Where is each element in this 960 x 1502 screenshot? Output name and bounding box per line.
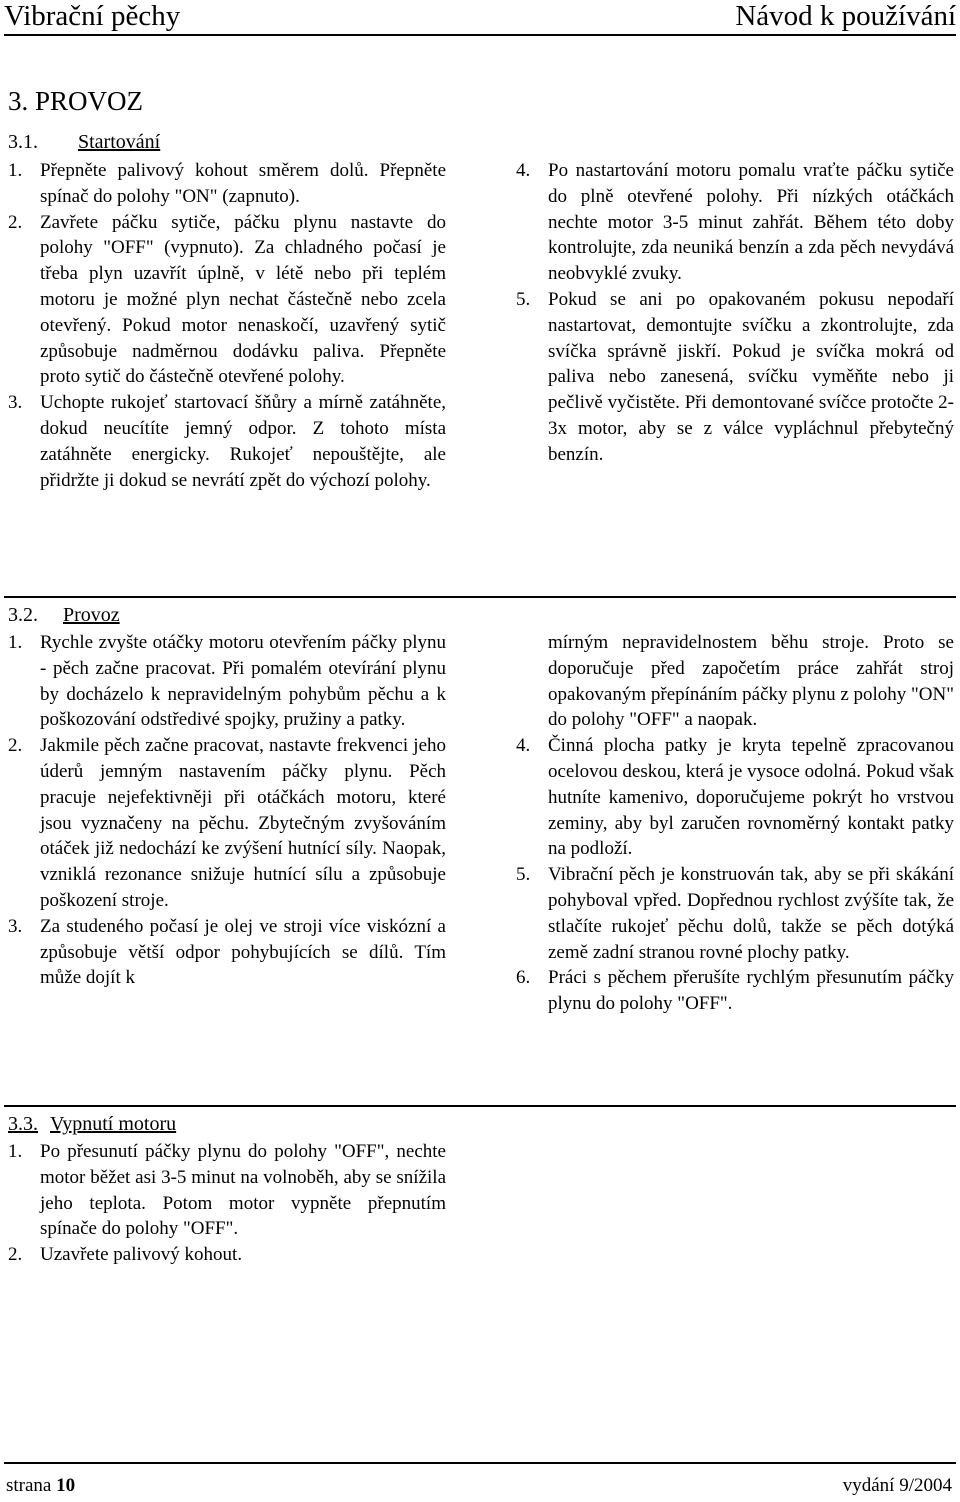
item-text: Práci s pěchem přerušíte rychlým přesunutím páčky plynu do polohy "OFF". xyxy=(548,967,954,1015)
item-number: 6. xyxy=(516,967,531,989)
list-item xyxy=(516,287,954,468)
item-text: Uzavřete palivový kohout. xyxy=(40,1244,243,1266)
section-number: 3.1. xyxy=(8,131,38,153)
list-item xyxy=(8,158,446,210)
list-item-continuation xyxy=(516,630,954,733)
item-number: 3. xyxy=(8,392,23,414)
page-header xyxy=(4,0,956,36)
footer-divider xyxy=(4,1462,956,1464)
list-item xyxy=(8,630,446,733)
item-text: Přepněte palivový kohout směrem dolů. Přepněte spínač do polohy "ON" (zapnuto). xyxy=(40,160,446,207)
section-heading-provoz xyxy=(8,604,120,627)
edition-label: vydání 9/2004 xyxy=(842,1475,952,1496)
list-item xyxy=(8,914,446,991)
item-number: 4. xyxy=(516,735,531,757)
item-text: Po přesunutí páčky plynu do polohy "OFF", nechte motor běžet asi 3-5 minut na volnoběh, aby se snížila jeho teplota. Potom motor vypněte přepnutím spínače do polohy "OFF". xyxy=(40,1141,446,1240)
section-heading-vypnuti-motoru xyxy=(8,1113,176,1136)
item-text: mírným nepravidelnostem běhu stroje. Proto se doporučuje před započetím práce zahřát stroj opakovaným přepínáním páčky plynu z polohy "ON" do polohy "OFF" a naopak. xyxy=(548,632,954,731)
list-item xyxy=(8,1139,446,1242)
list-item xyxy=(8,733,446,914)
list-item xyxy=(516,158,954,287)
section-divider xyxy=(4,1105,956,1107)
section-divider xyxy=(4,596,956,598)
section-provoz-right-column xyxy=(516,630,954,1017)
header-title: Vibrační pěchy xyxy=(4,0,181,32)
page-number xyxy=(6,1475,75,1497)
item-text: Činná plocha patky je kryta tepelně zpracovanou ocelovou deskou, která je vysoce odolná. Pokud však hutníte kamenivo, doporučujeme pokrýt ho vrstvou zeminy, aby byl zaručen rovnoměrný kontakt patky na podloží. xyxy=(548,735,954,860)
item-number: 2. xyxy=(8,211,23,233)
section-startovani-left-column xyxy=(8,158,446,493)
section-vypnuti-column xyxy=(8,1139,446,1268)
item-text: Pokud se ani po opakovaném pokusu nepodaří nastartovat, demontujte svíčku a zkontrolujte, zda svíčka správně jiskří. Pokud je svíčka mokrá od paliva nebo zanesená, svíčku vyměňte nebo ji pečlivě vyčistěte. Při demontované svíčce protočte 2-3x motor, aby se z válce vypláchnul přebytečný benzín. xyxy=(548,288,954,465)
section-number: 3.3. xyxy=(8,1113,38,1135)
item-number: 1. xyxy=(8,1141,23,1162)
list-item xyxy=(8,390,446,493)
list-item xyxy=(8,210,446,391)
item-text: Za studeného počasí je olej ve stroji více viskózní a způsobuje větší odpor pohybujících se dílů. Tím může dojít k xyxy=(40,915,446,989)
item-number: 5. xyxy=(516,864,531,886)
section-title: Provoz xyxy=(63,604,120,626)
page-label: strana xyxy=(6,1475,52,1496)
list-item xyxy=(8,1242,446,1268)
page-number-value: 10 xyxy=(56,1475,76,1496)
item-number: 2. xyxy=(8,1244,23,1266)
section-heading-startovani xyxy=(8,131,160,154)
item-number: 1. xyxy=(8,160,23,181)
item-text: Zavřete páčku sytiče, páčku plynu nastavte do polohy "OFF" (vypnuto). Za chladného počasí je třeba plyn uzavřít úplně, v létě nebo při teplém motoru je možné plyn nechat částečně nebo zcela otevřený. Pokud motor nenaskočí, uzavřený sytič způsobuje nadměrnou dodávku paliva. Přepněte proto sytič do částečně otevřené polohy. xyxy=(40,211,446,388)
list-item xyxy=(516,965,954,1017)
section-provoz-left-column xyxy=(8,630,446,991)
item-number: 1. xyxy=(8,632,23,653)
item-text: Rychle zvyšte otáčky motoru otevřením páčky plynu - pěch začne pracovat. Při pomalém otevírání plynu by docházelo k nepravidelným pohybům pěchu a k poškozování odstředivé spojky, pružiny a patky. xyxy=(40,632,446,731)
item-number: 5. xyxy=(516,288,531,310)
item-text: Vibrační pěch je konstruován tak, aby se při skákání pohyboval vpřed. Dopřednou rychlost zvýšíte tak, že stlačíte rukojeť pěchu dolů, takže se pěch dotýká země zadní stranou rovné plochy patky. xyxy=(548,864,954,963)
section-title: Vypnutí motoru xyxy=(50,1113,177,1135)
list-item xyxy=(516,733,954,862)
item-text: Uchopte rukojeť startovací šňůry a mírně zatáhněte, dokud neucítíte jemný odpor. Z tohoto místa zatáhněte energicky. Rukojeť nepouštějte, ale přidržte ji dokud se nevrátí zpět do výchozí polohy. xyxy=(40,392,446,491)
chapter-heading: 3. PROVOZ xyxy=(8,86,144,116)
header-subtitle: Návod k používání xyxy=(735,0,956,32)
item-text: Po nastartování motoru pomalu vraťte páčku sytiče do plně otevřené polohy. Při nízkých otáčkách nechte motor 3-5 minut zahřát. Během této doby kontrolujte, zda neuniká benzín a zda pěch nevydává neobvyklé zvuky. xyxy=(548,160,954,285)
item-text: Jakmile pěch začne pracovat, nastavte frekvenci jeho úderů jemným nastavením páčky plynu. Pěch pracuje nejefektivněji při otáčkách motoru, které jsou vyznačeny na pěchu. Zbytečným zvyšováním otáček již nedochází ke zvýšení hutnící síly. Naopak, vzniklá rezonance snižuje hutnící sílu a způsobuje poškození stroje. xyxy=(40,735,446,911)
section-startovani-right-column xyxy=(516,158,954,468)
item-number: 2. xyxy=(8,735,23,757)
list-item xyxy=(516,862,954,965)
item-number: 4. xyxy=(516,160,531,181)
item-number: 3. xyxy=(8,915,23,937)
section-number: 3.2. xyxy=(8,604,38,626)
section-title: Startování xyxy=(78,131,161,153)
